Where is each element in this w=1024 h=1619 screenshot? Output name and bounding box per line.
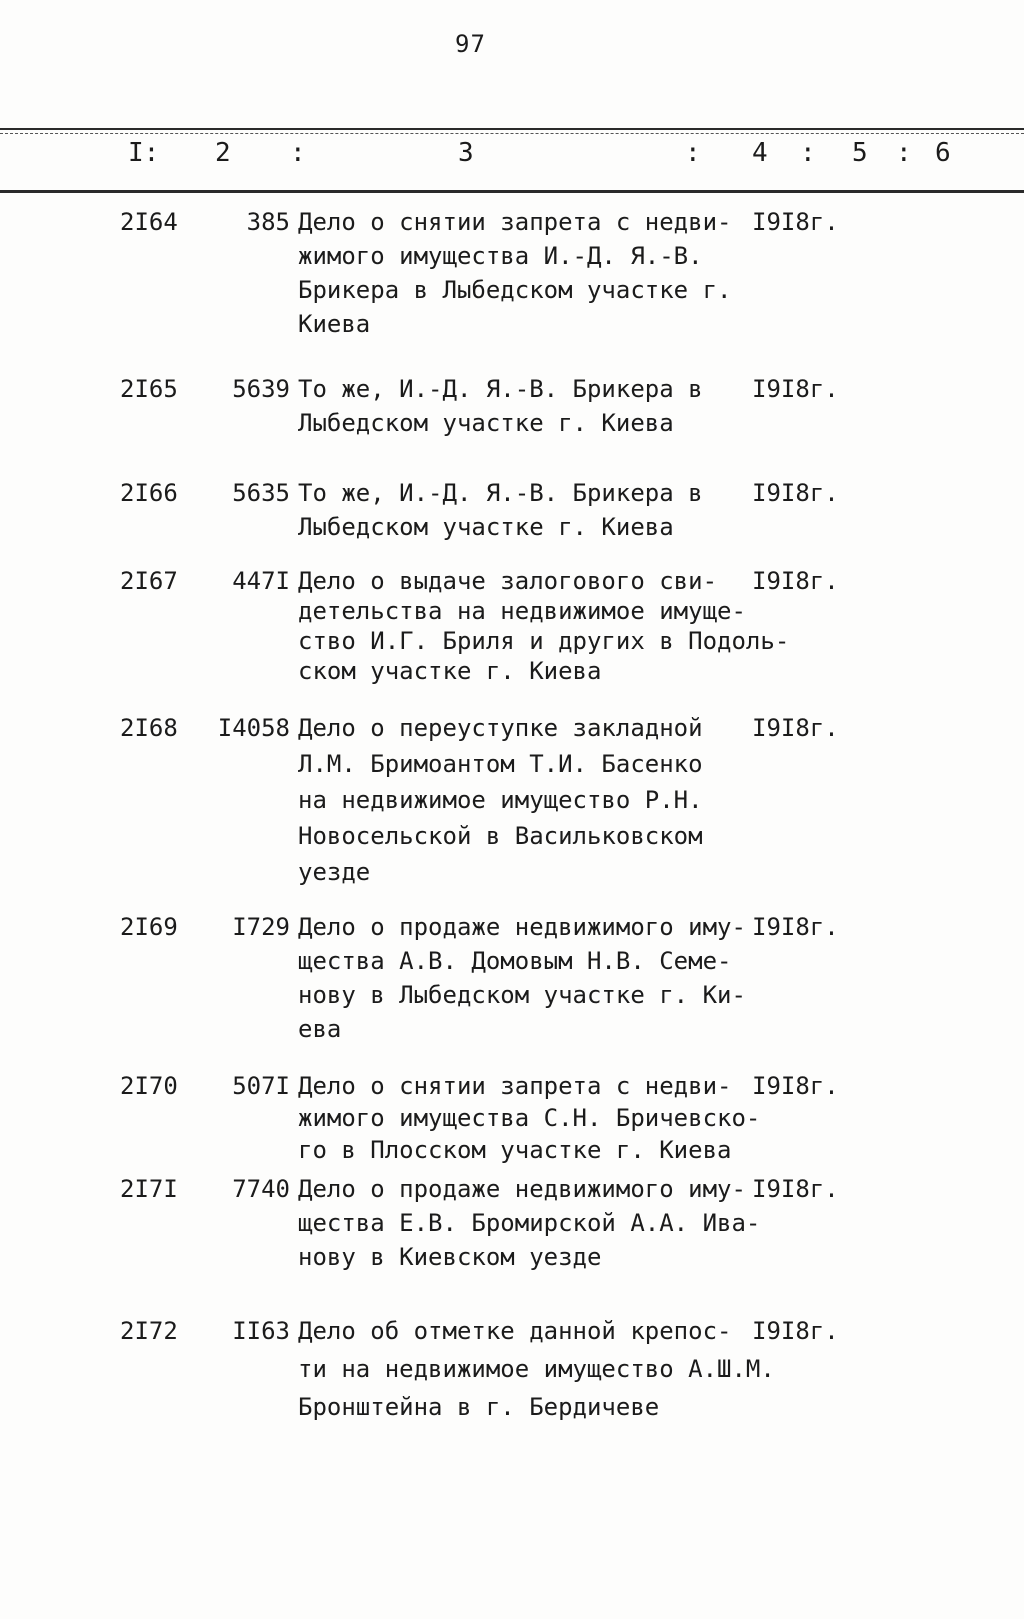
header-top-rule-dashed — [0, 133, 1024, 134]
record-number: 2I70 — [120, 1072, 178, 1100]
description-line: нову в Киевском уезде — [298, 1243, 602, 1271]
record-description — [298, 476, 738, 544]
record-year: I9I8г. — [752, 567, 839, 595]
column-header-1: I: — [128, 138, 160, 168]
description-line: Брикера в Лыбедском участке г. — [298, 276, 732, 304]
record-year: I9I8г. — [752, 208, 839, 236]
description-line: жимого имущества И.-Д. Я.-В. — [298, 242, 703, 270]
record-code: 447I — [232, 567, 290, 595]
description-line: Л.М. Бримоантом Т.И. Басенко — [298, 750, 703, 778]
record-description — [298, 910, 746, 1046]
description-line: щества А.В. Домовым Н.В. Семе- — [298, 947, 732, 975]
description-line: Новосельской в Васильковском — [298, 822, 703, 850]
description-line: ском участке г. Киева — [298, 657, 602, 685]
description-line: Дело о снятии запрета с недви- — [298, 208, 732, 236]
record-number: 2I72 — [120, 1317, 178, 1345]
column-separator: : — [685, 138, 701, 168]
record-number: 2I65 — [120, 375, 178, 403]
description-line: го в Плосском участке г. Киева — [298, 1136, 732, 1164]
description-line: Лыбедском участке г. Киева — [298, 513, 674, 541]
record-description — [298, 372, 738, 440]
column-separator: : — [896, 138, 912, 168]
column-separator: : — [290, 138, 306, 168]
record-code: I729 — [232, 913, 290, 941]
description-line: уезде — [298, 858, 371, 886]
record-description — [298, 205, 738, 341]
column-header-5: 5 — [852, 138, 868, 168]
record-year: I9I8г. — [752, 1175, 839, 1203]
page-number: 97 — [455, 30, 486, 58]
record-year: I9I8г. — [752, 913, 839, 941]
column-header-2: 2 — [215, 138, 231, 168]
description-line: жимого имущества С.Н. Бричевско- — [298, 1104, 761, 1132]
record-year: I9I8г. — [752, 1072, 839, 1100]
description-line: нову в Лыбедском участке г. Ки- — [298, 981, 746, 1009]
record-code: 7740 — [232, 1175, 290, 1203]
column-header-3: 3 — [458, 138, 474, 168]
description-line: Киева — [298, 310, 371, 338]
record-number: 2I64 — [120, 208, 178, 236]
record-number: 2I66 — [120, 479, 178, 507]
record-description — [298, 710, 738, 890]
description-line: Дело о переуступке закладной — [298, 714, 703, 742]
record-code: I4058 — [217, 714, 290, 742]
description-line: Дело о выдаче залогового сви- — [298, 567, 718, 595]
record-year: I9I8г. — [752, 714, 839, 742]
header-bottom-rule — [0, 190, 1024, 193]
record-number: 2I69 — [120, 913, 178, 941]
column-header-row — [0, 138, 1024, 178]
description-line: щества Е.В. Бромирской А.А. Ива- — [298, 1209, 761, 1237]
description-line: То же, И.-Д. Я.-В. Брикера в — [298, 375, 703, 403]
record-code: 5639 — [232, 375, 290, 403]
record-number: 2I68 — [120, 714, 178, 742]
record-number: 2I67 — [120, 567, 178, 595]
record-number: 2I7I — [120, 1175, 178, 1203]
description-line: ство И.Г. Бриля и других в Подоль- — [298, 627, 790, 655]
record-description — [298, 566, 790, 686]
record-code: 385 — [246, 208, 290, 236]
record-code: II63 — [232, 1317, 290, 1345]
description-line: ева — [298, 1015, 342, 1043]
column-header-6: 6 — [935, 138, 951, 168]
description-line: То же, И.-Д. Я.-В. Брикера в — [298, 479, 703, 507]
description-line: детельства на недвижимое имуще- — [298, 597, 746, 625]
record-description — [298, 1312, 775, 1426]
description-line: Дело о снятии запрета с недви- — [298, 1072, 732, 1100]
description-line: на недвижимое имущество Р.Н. — [298, 786, 703, 814]
record-year: I9I8г. — [752, 1317, 839, 1345]
record-year: I9I8г. — [752, 375, 839, 403]
description-line: Лыбедском участке г. Киева — [298, 409, 674, 437]
header-top-rule — [0, 128, 1024, 130]
record-code: 5635 — [232, 479, 290, 507]
column-separator: : — [800, 138, 816, 168]
description-line: Дело об отметке данной крепос- — [298, 1317, 732, 1345]
column-header-4: 4 — [752, 138, 768, 168]
description-line: Дело о продаже недвижимого иму- — [298, 913, 746, 941]
record-code: 507I — [232, 1072, 290, 1100]
description-line: Бронштейна в г. Бердичеве — [298, 1393, 660, 1421]
record-description — [298, 1070, 761, 1166]
record-year: I9I8г. — [752, 479, 839, 507]
description-line: Дело о продаже недвижимого иму- — [298, 1175, 746, 1203]
description-line: ти на недвижимое имущество А.Ш.М. — [298, 1355, 775, 1383]
record-description — [298, 1172, 761, 1274]
